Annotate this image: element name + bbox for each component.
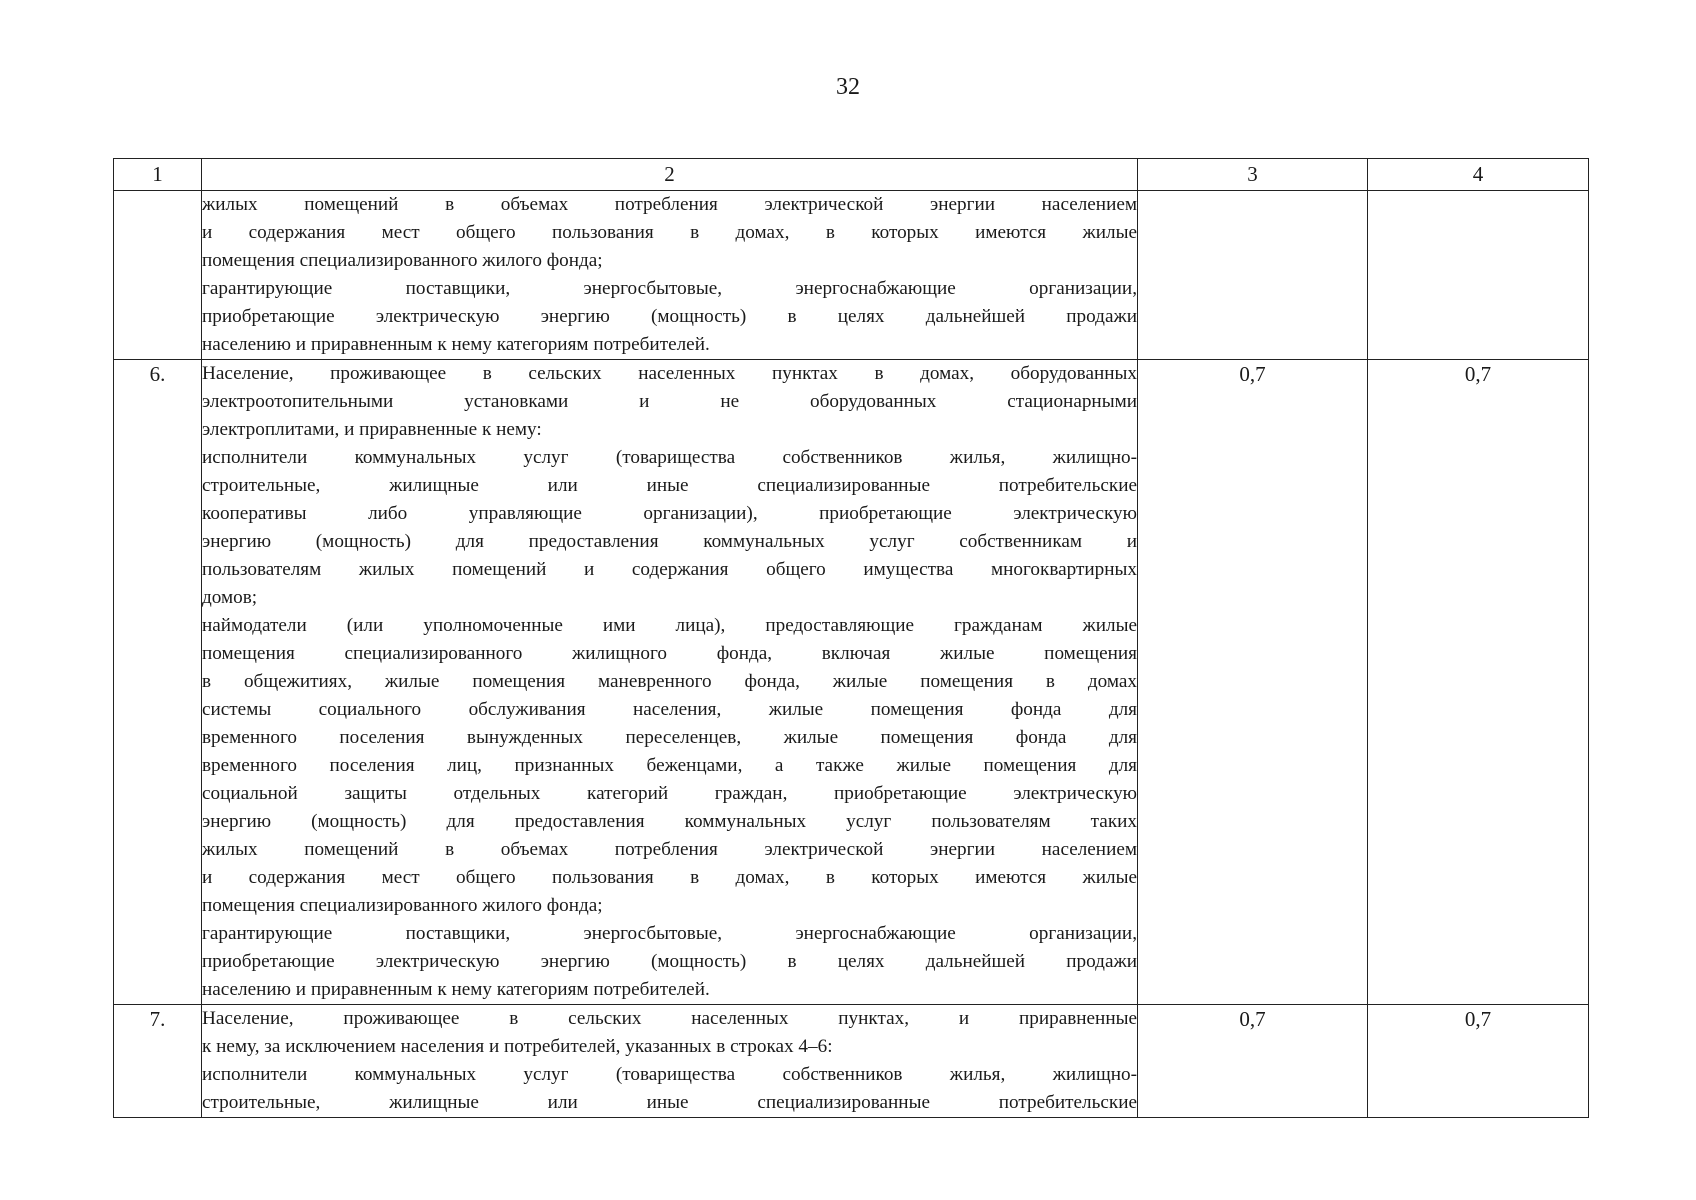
text-line: помещения специализированного жилого фонда; [202, 250, 603, 271]
table-row [114, 360, 1589, 1005]
text-line: исполнители коммунальных услуг (товарищества собственников жилья, жилищно- [202, 447, 1137, 468]
text-line: электроотопительными установками и не оборудованных стационарными [202, 391, 1137, 412]
page-number: 32 [836, 74, 860, 100]
coefficient-col4: 0,7 [1368, 360, 1589, 1005]
column-number-1: 1 [114, 159, 202, 191]
text-line: Население, проживающее в сельских населенных пунктах в домах, оборудованных [202, 363, 1137, 384]
column-numbers-row [114, 159, 1589, 191]
coefficient-col4 [1368, 191, 1589, 360]
text-line: системы социального обслуживания населения, жилые помещения фонда для [202, 699, 1137, 720]
text-line: пользователям жилых помещений и содержания общего имущества многоквартирных [202, 559, 1137, 580]
text-line: помещения специализированного жилищного фонда, включая жилые помещения [202, 643, 1137, 664]
text-line: кооперативы либо управляющие организации), приобретающие электрическую [202, 503, 1137, 524]
text-line: приобретающие электрическую энергию (мощность) в целях дальнейшей продажи [202, 306, 1137, 327]
text-line: в общежитиях, жилые помещения маневренного фонда, жилые помещения в домах [202, 671, 1137, 692]
tariff-table [113, 158, 1589, 1118]
coefficient-col3: 0,7 [1138, 1005, 1368, 1118]
column-number-3: 3 [1138, 159, 1368, 191]
text-line: строительные, жилищные или иные специализированные потребительские [202, 475, 1137, 496]
text-line: жилых помещений в объемах потребления электрической энергии населением [202, 839, 1137, 860]
text-line: к нему, за исключением населения и потребителей, указанных в строках 4–6: [202, 1036, 833, 1057]
text-line: временного поселения лиц, признанных беженцами, а также жилые помещения для [202, 755, 1137, 776]
row-number: 7. [114, 1005, 202, 1118]
text-line: приобретающие электрическую энергию (мощность) в целях дальнейшей продажи [202, 951, 1137, 972]
coefficient-col3: 0,7 [1138, 360, 1368, 1005]
row-description [202, 191, 1138, 360]
text-line: населению и приравненным к нему категориям потребителей. [202, 334, 710, 355]
text-line: помещения специализированного жилого фонда; [202, 895, 603, 916]
column-number-4: 4 [1368, 159, 1589, 191]
text-line: населению и приравненным к нему категориям потребителей. [202, 979, 710, 1000]
text-line: строительные, жилищные или иные специализированные потребительские [202, 1092, 1137, 1113]
table-row [114, 191, 1589, 360]
text-line: гарантирующие поставщики, энергосбытовые, энергоснабжающие организации, [202, 923, 1137, 944]
row-description [202, 360, 1138, 1005]
text-line: гарантирующие поставщики, энергосбытовые, энергоснабжающие организации, [202, 278, 1137, 299]
text-line: электроплитами, и приравненные к нему: [202, 419, 542, 440]
text-line: исполнители коммунальных услуг (товарищества собственников жилья, жилищно- [202, 1064, 1137, 1085]
text-line: социальной защиты отдельных категорий граждан, приобретающие электрическую [202, 783, 1137, 804]
text-line: наймодатели (или уполномоченные ими лица), предоставляющие гражданам жилые [202, 615, 1137, 636]
text-line: домов; [202, 587, 258, 608]
text-line: и содержания мест общего пользования в домах, в которых имеются жилые [202, 867, 1137, 888]
text-line: временного поселения вынужденных переселенцев, жилые помещения фонда для [202, 727, 1137, 748]
table-row [114, 1005, 1589, 1118]
row-description [202, 1005, 1138, 1118]
text-line: энергию (мощность) для предоставления коммунальных услуг собственникам и [202, 531, 1137, 552]
coefficient-col4: 0,7 [1368, 1005, 1589, 1118]
text-line: энергию (мощность) для предоставления коммунальных услуг пользователям таких [202, 811, 1137, 832]
row-number: 6. [114, 360, 202, 1005]
row-number [114, 191, 202, 360]
coefficient-col3 [1138, 191, 1368, 360]
text-line: жилых помещений в объемах потребления электрической энергии населением [202, 194, 1137, 215]
column-number-2: 2 [202, 159, 1138, 191]
text-line: и содержания мест общего пользования в домах, в которых имеются жилые [202, 222, 1137, 243]
text-line: Население, проживающее в сельских населенных пунктах, и приравненные [202, 1008, 1137, 1029]
